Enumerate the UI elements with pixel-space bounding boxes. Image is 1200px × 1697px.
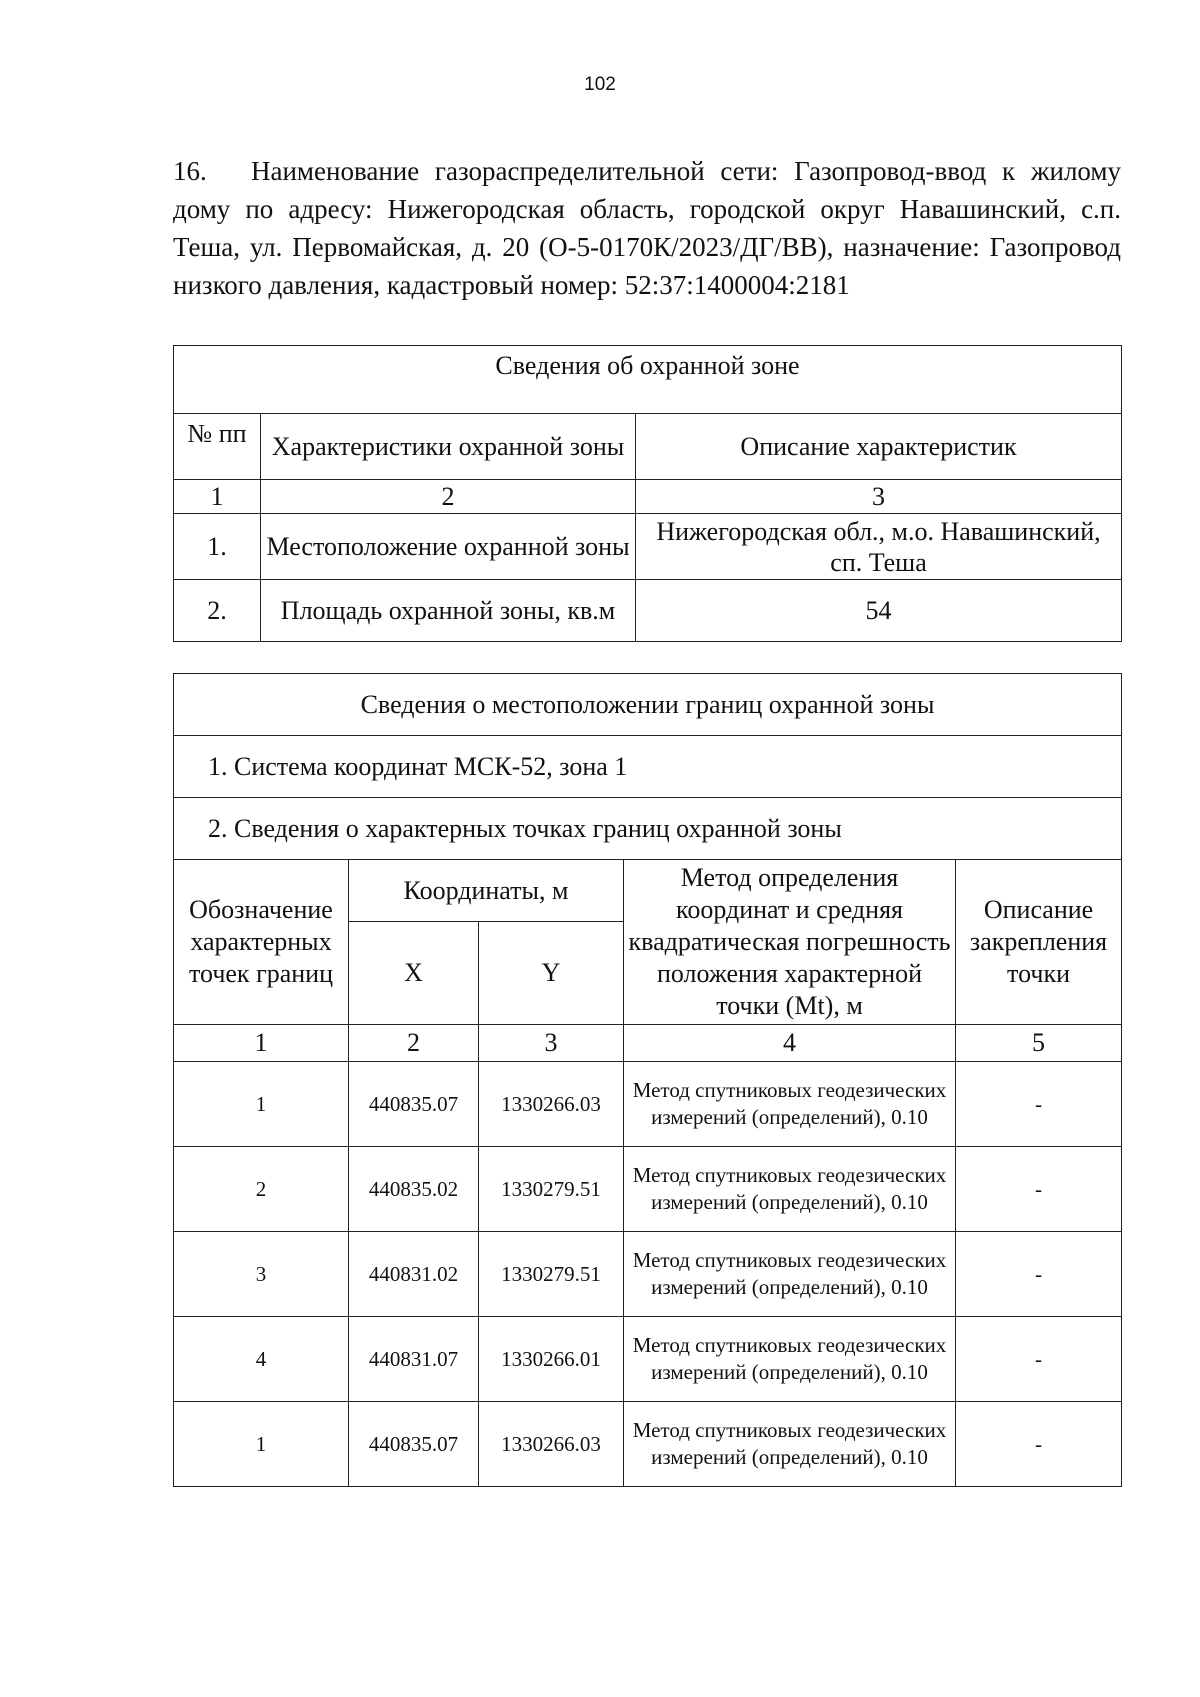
coord-x: 440831.02	[349, 1232, 479, 1317]
point-id: 3	[174, 1232, 349, 1317]
network-description	[173, 152, 1121, 304]
fixing: -	[956, 1402, 1122, 1487]
coord-y: 1330279.51	[479, 1147, 624, 1232]
coord-x: 440835.07	[349, 1402, 479, 1487]
method: Метод спутниковых геодезических измерений (определений), 0.10	[624, 1317, 956, 1402]
coord-x: 440835.07	[349, 1062, 479, 1147]
method: Метод спутниковых геодезических измерений (определений), 0.10	[624, 1147, 956, 1232]
coordinate-system: 1. Система координат МСК-52, зона 1	[174, 736, 1122, 798]
col-number: 4	[624, 1025, 956, 1062]
page-number: 102	[584, 74, 616, 95]
header-description: Описание характеристик	[636, 414, 1122, 480]
col-number: 1	[174, 480, 261, 514]
header-designation: Обозначение характерных точек границ	[174, 860, 349, 1025]
protection-zone-table	[173, 345, 1122, 642]
col-number: 2	[349, 1025, 479, 1062]
boundary-location-table	[173, 673, 1122, 1487]
point-id: 1	[174, 1402, 349, 1487]
characteristic-value: Нижегородская обл., м.о. Навашинский, сп. Теша	[636, 514, 1122, 580]
zone-table-title: Сведения об охранной зоне	[174, 346, 1122, 414]
coord-y: 1330279.51	[479, 1232, 624, 1317]
point-id: 4	[174, 1317, 349, 1402]
method: Метод спутниковых геодезических измерений (определений), 0.10	[624, 1232, 956, 1317]
point-id: 2	[174, 1147, 349, 1232]
col-number: 3	[636, 480, 1122, 514]
network-description-text: Наименование газораспределительной сети: Газопровод-ввод к жилому дому по адресу: Нижегородская область, городской округ Навашинский, с.п. Теша, ул. Первомайская, д. 20 (О-5-0170К/2023/ДГ/ВВ), назначение: Газопровод низкого давления, кадастровый номер: 52:37:1400004:2181	[173, 156, 1121, 300]
col-number: 1	[174, 1025, 349, 1062]
header-characteristics: Характеристики охранной зоны	[261, 414, 636, 480]
col-number: 5	[956, 1025, 1122, 1062]
col-number: 3	[479, 1025, 624, 1062]
coord-y: 1330266.03	[479, 1402, 624, 1487]
header-y: Y	[479, 922, 624, 1025]
row-number: 1.	[174, 514, 261, 580]
header-number: № пп	[174, 414, 261, 480]
points-heading: 2. Сведения о характерных точках границ охранной зоны	[174, 798, 1122, 860]
coord-x: 440831.07	[349, 1317, 479, 1402]
characteristic-value: 54	[636, 580, 1122, 642]
row-number: 2.	[174, 580, 261, 642]
header-x: X	[349, 922, 479, 1025]
header-coordinates: Координаты, м	[349, 860, 624, 922]
point-id: 1	[174, 1062, 349, 1147]
coord-x: 440835.02	[349, 1147, 479, 1232]
header-method: Метод определения координат и средняя квадратическая погрешность положения характерной точки (Mt), м	[624, 860, 956, 1025]
fixing: -	[956, 1317, 1122, 1402]
fixing: -	[956, 1147, 1122, 1232]
header-fixing: Описание закрепления точки	[956, 860, 1122, 1025]
coord-y: 1330266.03	[479, 1062, 624, 1147]
fixing: -	[956, 1062, 1122, 1147]
method: Метод спутниковых геодезических измерений (определений), 0.10	[624, 1062, 956, 1147]
item-number: 16.	[173, 156, 207, 186]
method: Метод спутниковых геодезических измерений (определений), 0.10	[624, 1402, 956, 1487]
boundary-table-title: Сведения о местоположении границ охранной зоны	[174, 674, 1122, 736]
col-number: 2	[261, 480, 636, 514]
coord-y: 1330266.01	[479, 1317, 624, 1402]
characteristic-name: Площадь охранной зоны, кв.м	[261, 580, 636, 642]
fixing: -	[956, 1232, 1122, 1317]
characteristic-name: Местоположение охранной зоны	[261, 514, 636, 580]
